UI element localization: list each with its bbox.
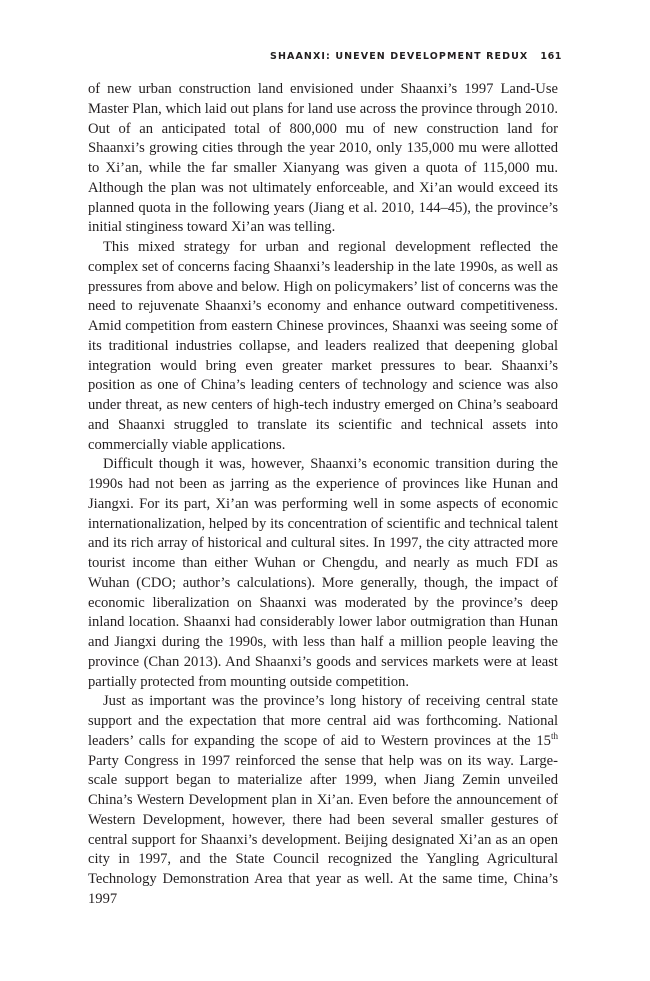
paragraph: Difficult though it was, however, Shaanxi’s economic transition during the 1990s had not been as jarring as the experience of provinces like Hunan and Jiangxi. For its part, Xi’an was performing well in some aspects of economic internationalization, helped by its concentration of scientific and technical talent and its rich array of historical and cultural sites. In 1997, the city attracted more tourist income than either Wuhan or Chengdu, and nearly as much FDI as Wuhan (CDO; author’s calculations). More generally, though, the impact of economic liberalization on Shaanxi was moderated by the province’s deep inland location. Shaanxi had considerably lower labor outmigration than Hunan and Jiangxi during the 1990s, with less than half a million people leaving the province (Chan 2013). And Shaanxi’s goods and services markets were at least partially protected from mounting outside competition. [88, 456, 558, 690]
page-number: 161 [540, 51, 562, 62]
ordinal-superscript: th [550, 730, 558, 741]
paragraph-text: Party Congress in 1997 reinforced the sense that help was on its way. Large-scale support began to materialize after 1999, when Jiang Zemin unveiled China’s Western Development plan in Xi’an. Even before the announcement of Western Development, however, there had been several smaller gestures of central support for Shaanxi’s development. Beijing designated Xi’an as an open city in 1997, and the State Council recognized the Yangling Agricultural Technology Demonstration Area that year as well. At the same time, China’s 1997 [88, 752, 558, 907]
running-head-title: SHAANXI: UNEVEN DEVELOPMENT REDUX [270, 51, 529, 62]
paragraph: of new urban construction land envisioned under Shaanxi’s 1997 Land-Use Master Plan, which laid out plans for land use across the province through 2010. Out of an anticipated total of 800,000 mu of new construction land for Shaanxi’s growing cities through the year 2010, only 135,000 mu were allotted to Xi’an, while the far smaller Xianyang was given a quota of 115,000 mu. Although the plan was not ultimately enforceable, and Xi’an would exceed its planned quota in the following years (Jiang et al. 2010, 144–45), the province’s initial stinginess toward Xi’an was telling. [88, 81, 558, 236]
paragraph-text: Just as important was the province’s long history of receiving central state support and the expectation that more central aid was forthcoming. National leaders’ calls for expanding the scope of aid to Western provinces at the 15 [88, 693, 558, 749]
paragraph: This mixed strategy for urban and regional development reflected the complex set of concerns facing Shaanxi’s leadership in the late 1990s, as well as pressures from above and below. High on policymakers’ list of concerns was the need to rejuvenate Shaanxi’s economy and enhance outward competitiveness. Amid competition from eastern Chinese provinces, Shaanxi was seeing some of its traditional industries collapse, and leaders realized that deepening global integration would bring even greater market pressures to bear. Shaanxi’s position as one of China’s leading centers of technology and science was also under threat, as new centers of high-tech industry emerged on China’s seaboard and Shaanxi struggled to translate its scientific and technical assets into commercially viable applications. [88, 239, 558, 453]
body-text [88, 80, 558, 910]
paragraph [88, 692, 558, 909]
running-head [270, 51, 562, 65]
